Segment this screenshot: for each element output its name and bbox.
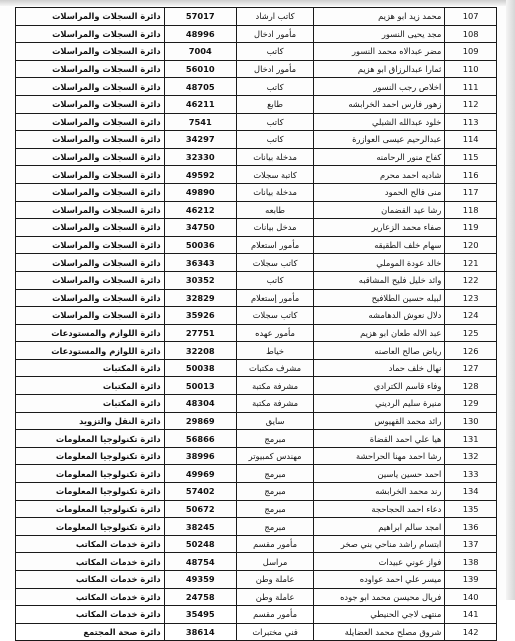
department-cell: دائرة المكتبات (16, 359, 165, 377)
job-title-cell: مأمور مقسم (236, 535, 313, 553)
table-row (16, 78, 497, 96)
job-title-cell: مدخلة بيانات (236, 148, 313, 166)
job-title-cell: مبرمج (236, 500, 313, 518)
employee-id-cell: 57402 (164, 483, 236, 501)
department-cell: دائرة خدمات المكاتب (16, 571, 165, 589)
employee-id-cell: 24758 (164, 588, 236, 606)
employee-name-cell: رياض صالح العاصنه (314, 342, 445, 360)
employee-id-cell: 57017 (164, 8, 236, 26)
department-cell: دائرة اللوازم والمستودعات (16, 324, 165, 342)
department-cell: دائرة اللوازم والمستودعات (16, 342, 165, 360)
employee-table-body (16, 8, 497, 641)
department-cell: دائرة السجلات والمراسلات (16, 148, 165, 166)
page-right-edge (506, 0, 515, 600)
employee-name-cell: منتهى لاجي الحنيطي (314, 606, 445, 624)
row-number-cell: 133 (445, 465, 497, 483)
job-title-cell: كاتب (236, 43, 313, 61)
department-cell: دائرة صحة المجتمع (16, 623, 165, 641)
job-title-cell: مراسل (236, 553, 313, 571)
job-title-cell: مأمور إستعلام (236, 289, 313, 307)
row-number-cell: 120 (445, 236, 497, 254)
job-title-cell: كاتبة سجلات (236, 166, 313, 184)
employee-id-cell: 34297 (164, 131, 236, 149)
job-title-cell: مبرمج (236, 430, 313, 448)
employee-id-cell: 29869 (164, 412, 236, 430)
row-number-cell: 116 (445, 166, 497, 184)
department-cell: دائرة السجلات والمراسلات (16, 131, 165, 149)
job-title-cell: مأمور استعلام (236, 236, 313, 254)
row-number-cell: 112 (445, 95, 497, 113)
employee-name-cell: محمد زيد ابو هزيم (314, 8, 445, 26)
job-title-cell: كاتب (236, 78, 313, 96)
employee-table (15, 7, 497, 641)
department-cell: دائرة تكنولوجيا المعلومات (16, 430, 165, 448)
employee-id-cell: 56866 (164, 430, 236, 448)
table-row (16, 518, 497, 536)
page-top-edge (0, 0, 515, 6)
job-title-cell: كاتب سجلات (236, 254, 313, 272)
job-title-cell: مشرفة مكتبة (236, 395, 313, 413)
table-row (16, 307, 497, 325)
employee-id-cell: 49890 (164, 183, 236, 201)
employee-name-cell: منيرة سليم الرديني (314, 395, 445, 413)
table-row (16, 342, 497, 360)
employee-id-cell: 35926 (164, 307, 236, 325)
job-title-cell: كاتب (236, 131, 313, 149)
job-title-cell: طابع (236, 95, 313, 113)
employee-id-cell: 49592 (164, 166, 236, 184)
row-number-cell: 141 (445, 606, 497, 624)
row-number-cell: 115 (445, 148, 497, 166)
row-number-cell: 109 (445, 43, 497, 61)
employee-id-cell: 27751 (164, 324, 236, 342)
department-cell: دائرة السجلات والمراسلات (16, 25, 165, 43)
employee-name-cell: مضر عبدالاه محمد النسور (314, 43, 445, 61)
employee-name-cell: خلود عبدالله الشبلي (314, 113, 445, 131)
department-cell: دائرة تكنولوجيا المعلومات (16, 500, 165, 518)
job-title-cell: مبرمج (236, 483, 313, 501)
row-number-cell: 135 (445, 500, 497, 518)
employee-id-cell: 34750 (164, 219, 236, 237)
department-cell: دائرة السجلات والمراسلات (16, 307, 165, 325)
job-title-cell: كاتب (236, 271, 313, 289)
row-number-cell: 114 (445, 131, 497, 149)
row-number-cell: 134 (445, 483, 497, 501)
employee-id-cell: 50038 (164, 359, 236, 377)
table-row (16, 535, 497, 553)
employee-id-cell: 48754 (164, 553, 236, 571)
table-row (16, 131, 497, 149)
job-title-cell: عاملة وطن (236, 588, 313, 606)
row-number-cell: 130 (445, 412, 497, 430)
employee-id-cell: 35495 (164, 606, 236, 624)
row-number-cell: 123 (445, 289, 497, 307)
department-cell: دائرة المكتبات (16, 377, 165, 395)
department-cell: دائرة السجلات والمراسلات (16, 60, 165, 78)
department-cell: دائرة السجلات والمراسلات (16, 78, 165, 96)
department-cell: دائرة تكنولوجيا المعلومات (16, 447, 165, 465)
table-row (16, 500, 497, 518)
job-title-cell: مأمور مقسم (236, 606, 313, 624)
department-cell: دائرة السجلات والمراسلات (16, 95, 165, 113)
job-title-cell: مبرمج (236, 518, 313, 536)
employee-name-cell: رند محمد الخرابشه (314, 483, 445, 501)
department-cell: دائرة خدمات المكاتب (16, 553, 165, 571)
table-row (16, 324, 497, 342)
employee-name-cell: هيا علي احمد القضاة (314, 430, 445, 448)
employee-id-cell: 32829 (164, 289, 236, 307)
department-cell: دائرة السجلات والمراسلات (16, 236, 165, 254)
department-cell: دائرة السجلات والمراسلات (16, 219, 165, 237)
employee-id-cell: 32330 (164, 148, 236, 166)
table-row (16, 25, 497, 43)
employee-name-cell: نهال خلف حماد (314, 359, 445, 377)
employee-id-cell: 48996 (164, 25, 236, 43)
department-cell: دائرة السجلات والمراسلات (16, 43, 165, 61)
table-row (16, 8, 497, 26)
employee-name-cell: زهور فارس احمد الخرابشه (314, 95, 445, 113)
row-number-cell: 127 (445, 359, 497, 377)
employee-id-cell: 50672 (164, 500, 236, 518)
department-cell: دائرة السجلات والمراسلات (16, 289, 165, 307)
employee-id-cell: 50013 (164, 377, 236, 395)
table-row (16, 359, 497, 377)
employee-name-cell: مجد يحيى النسور (314, 25, 445, 43)
employee-id-cell: 56010 (164, 60, 236, 78)
employee-name-cell: فواز عوني عبيدات (314, 553, 445, 571)
employee-name-cell: خالد عودة الموملي (314, 254, 445, 272)
row-number-cell: 131 (445, 430, 497, 448)
job-title-cell: سايق (236, 412, 313, 430)
employee-id-cell: 36343 (164, 254, 236, 272)
table-row (16, 183, 497, 201)
employee-name-cell: رشا احمد مهنا الحراحشة (314, 447, 445, 465)
table-row (16, 623, 497, 641)
employee-id-cell: 32208 (164, 342, 236, 360)
job-title-cell: مشرفة مكتبة (236, 377, 313, 395)
employee-name-cell: احمد حسين ياسين (314, 465, 445, 483)
job-title-cell: كاتب سجلات (236, 307, 313, 325)
job-title-cell: مأمور ادخال (236, 25, 313, 43)
row-number-cell: 136 (445, 518, 497, 536)
job-title-cell: خياط (236, 342, 313, 360)
department-cell: دائرة تكنولوجيا المعلومات (16, 465, 165, 483)
table-row (16, 95, 497, 113)
employee-id-cell: 30352 (164, 271, 236, 289)
employee-id-cell: 50036 (164, 236, 236, 254)
employee-id-cell: 7541 (164, 113, 236, 131)
job-title-cell: مهندس كمبيوتر (236, 447, 313, 465)
employee-id-cell: 38614 (164, 623, 236, 641)
table-row (16, 483, 497, 501)
employee-id-cell: 48304 (164, 395, 236, 413)
table-row (16, 395, 497, 413)
row-number-cell: 122 (445, 271, 497, 289)
employee-id-cell: 7004 (164, 43, 236, 61)
table-row (16, 113, 497, 131)
department-cell: دائرة السجلات والمراسلات (16, 183, 165, 201)
employee-name-cell: لبيله حسين الطلافيح (314, 289, 445, 307)
employee-name-cell: منى فالح الحمود (314, 183, 445, 201)
employee-id-cell: 49359 (164, 571, 236, 589)
department-cell: دائرة السجلات والمراسلات (16, 201, 165, 219)
employee-id-cell: 50248 (164, 535, 236, 553)
employee-id-cell: 46211 (164, 95, 236, 113)
employee-name-cell: دعاء احمد الحجاحجة (314, 500, 445, 518)
department-cell: دائرة النقل والتزويد (16, 412, 165, 430)
department-cell: دائرة السجلات والمراسلات (16, 254, 165, 272)
job-title-cell: فني مختبرات (236, 623, 313, 641)
row-number-cell: 107 (445, 8, 497, 26)
employee-id-cell: 38996 (164, 447, 236, 465)
row-number-cell: 121 (445, 254, 497, 272)
employee-name-cell: سهام خلف الطقيقه (314, 236, 445, 254)
employee-id-cell: 48705 (164, 78, 236, 96)
job-title-cell: كاتب (236, 113, 313, 131)
table-row (16, 236, 497, 254)
employee-name-cell: شاديه احمد محرم (314, 166, 445, 184)
row-number-cell: 124 (445, 307, 497, 325)
employee-name-cell: عبدالرحيم عيسى العوازرة (314, 131, 445, 149)
row-number-cell: 142 (445, 623, 497, 641)
row-number-cell: 139 (445, 571, 497, 589)
department-cell: دائرة المكتبات (16, 395, 165, 413)
table-row (16, 271, 497, 289)
employee-name-cell: ثمارا عبدالرزاق ابو هزيم (314, 60, 445, 78)
table-row (16, 412, 497, 430)
department-cell: دائرة السجلات والمراسلات (16, 271, 165, 289)
department-cell: دائرة السجلات والمراسلات (16, 113, 165, 131)
employee-id-cell: 49969 (164, 465, 236, 483)
table-row (16, 606, 497, 624)
employee-name-cell: وائد خليل فليح المشاقبه (314, 271, 445, 289)
table-row (16, 588, 497, 606)
employee-name-cell: شروق مصلح محمد العضايلة (314, 623, 445, 641)
employee-name-cell: رائد محمد القهيوس (314, 412, 445, 430)
row-number-cell: 125 (445, 324, 497, 342)
employee-id-cell: 46212 (164, 201, 236, 219)
job-title-cell: مأمور ادخال (236, 60, 313, 78)
department-cell: دائرة تكنولوجيا المعلومات (16, 483, 165, 501)
table-row (16, 254, 497, 272)
table-row (16, 60, 497, 78)
job-title-cell: مأمور عهده (236, 324, 313, 342)
row-number-cell: 110 (445, 60, 497, 78)
employee-name-cell: صفاء محمد الزعارير (314, 219, 445, 237)
job-title-cell: عاملة وطن (236, 571, 313, 589)
job-title-cell: مشرف مكتبات (236, 359, 313, 377)
row-number-cell: 113 (445, 113, 497, 131)
department-cell: دائرة تكنولوجيا المعلومات (16, 518, 165, 536)
row-number-cell: 118 (445, 201, 497, 219)
job-title-cell: كاتب ارشاد (236, 8, 313, 26)
department-cell: دائرة خدمات المكاتب (16, 588, 165, 606)
employee-name-cell: دلال نعوش الدهامشه (314, 307, 445, 325)
table-row (16, 377, 497, 395)
table-row (16, 465, 497, 483)
department-cell: دائرة السجلات والمراسلات (16, 166, 165, 184)
row-number-cell: 108 (445, 25, 497, 43)
row-number-cell: 132 (445, 447, 497, 465)
table-row (16, 43, 497, 61)
employee-name-cell: ابتسام راشد مناحي بني صخر (314, 535, 445, 553)
employee-name-cell: اخلاص رجب النسور (314, 78, 445, 96)
employee-id-cell: 38245 (164, 518, 236, 536)
department-cell: دائرة خدمات المكاتب (16, 535, 165, 553)
row-number-cell: 117 (445, 183, 497, 201)
table-row (16, 148, 497, 166)
employee-name-cell: وفاء قاسم الكترادي (314, 377, 445, 395)
job-title-cell: مدخل بيانات (236, 219, 313, 237)
row-number-cell: 129 (445, 395, 497, 413)
table-row (16, 219, 497, 237)
table-row (16, 571, 497, 589)
employee-name-cell: رشا عيد القضمان (314, 201, 445, 219)
job-title-cell: مبرمج (236, 465, 313, 483)
employee-name-cell: كفاح منور الرحامنه (314, 148, 445, 166)
row-number-cell: 111 (445, 78, 497, 96)
employee-name-cell: فريال محيسن محمد ابو جوده (314, 588, 445, 606)
job-title-cell: مدخلة بيانات (236, 183, 313, 201)
employee-name-cell: عبد الاله طعان ابو هزيم (314, 324, 445, 342)
row-number-cell: 140 (445, 588, 497, 606)
row-number-cell: 119 (445, 219, 497, 237)
job-title-cell: طابعه (236, 201, 313, 219)
table-row (16, 289, 497, 307)
row-number-cell: 137 (445, 535, 497, 553)
table-row (16, 166, 497, 184)
row-number-cell: 126 (445, 342, 497, 360)
department-cell: دائرة خدمات المكاتب (16, 606, 165, 624)
table-row (16, 553, 497, 571)
table-row (16, 430, 497, 448)
table-row (16, 447, 497, 465)
table-row (16, 201, 497, 219)
employee-name-cell: ميسر علي احمد عواوده (314, 571, 445, 589)
employee-name-cell: امجد سالم ابراهيم (314, 518, 445, 536)
row-number-cell: 138 (445, 553, 497, 571)
row-number-cell: 128 (445, 377, 497, 395)
department-cell: دائرة السجلات والمراسلات (16, 8, 165, 26)
